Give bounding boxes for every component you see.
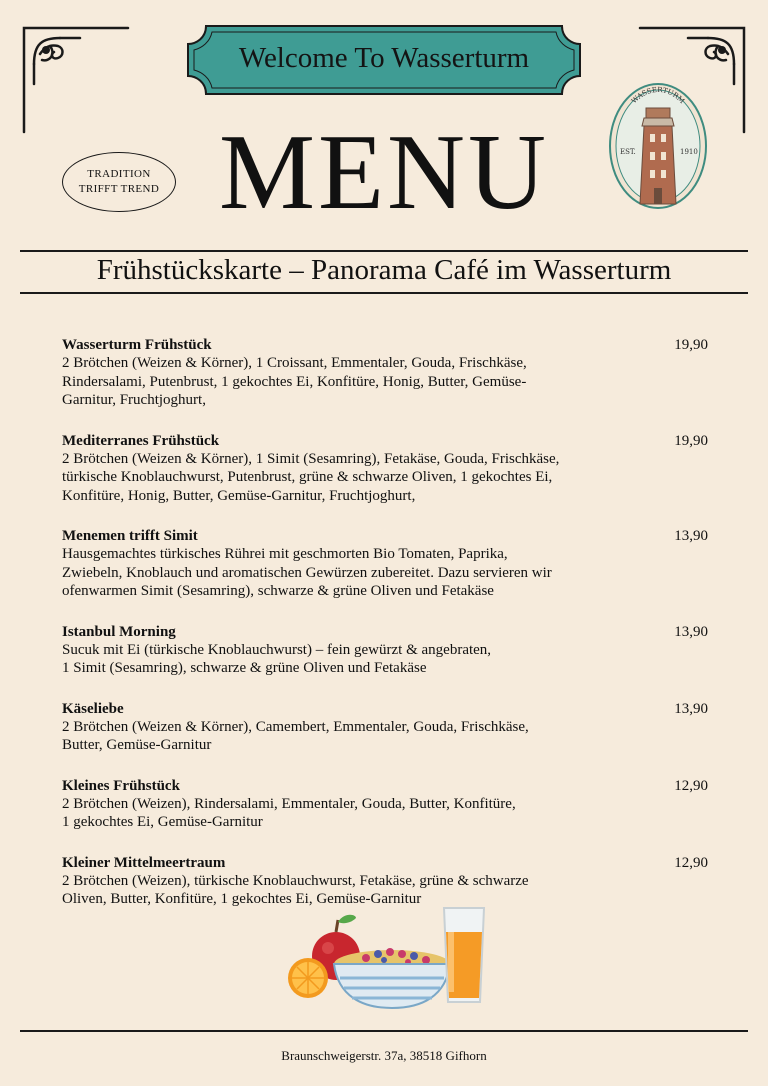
item-description: 2 Brötchen (Weizen & Körner), 1 Croissant, Emmentaler, Gouda, Frischkäse, Rindersalami, Putenbrust, 1 gekochtes Ei, Konfitüre, Honig, Butter, Gemüse- Garnitur, Fruchtjoghurt, (62, 355, 527, 408)
badge-line-2: TRIFFT TREND (78, 183, 160, 195)
menu-item (62, 777, 708, 832)
item-price: 19,90 (674, 432, 708, 449)
menu-item (62, 623, 708, 678)
item-name: Kleines Frühstück (62, 777, 180, 794)
welcome-banner (186, 24, 582, 96)
item-description: Hausgemachtes türkisches Rührei mit geschmorten Bio Tomaten, Paprika, Zwiebeln, Knoblauch und aromatischen Gewürzen zubereitet. Dazu servieren wir ofenwarmen Simit (Sesamring), schwarze & grüne Oliven und Fetakäse (62, 546, 552, 599)
menu-item (62, 527, 708, 601)
menu-subtitle: Frühstückskarte – Panorama Café im Wasserturm (96, 254, 672, 286)
item-description: Sucuk mit Ei (türkische Knoblauchwurst) – fein gewürzt & angebraten, 1 Simit (Sesamring), schwarze & grüne Oliven und Fetakäse (62, 641, 492, 676)
item-price: 13,90 (674, 528, 708, 544)
bowl-icon (334, 948, 450, 1008)
item-price: 12,90 (674, 854, 708, 871)
item-price: 12,90 (674, 777, 708, 794)
item-name: Wasserturm Frühstück (62, 337, 212, 353)
menu-item (62, 336, 708, 410)
item-name: Kleiner Mittelmeertraum (62, 854, 226, 871)
wasserturm-logo (606, 80, 710, 212)
footer-address: Braunschweigerstr. 37a, 38518 Gifhorn (281, 1048, 487, 1063)
item-name: Menemen trifft Simit (62, 528, 198, 544)
divider-subtitle-bottom (20, 292, 748, 294)
item-name: Istanbul Morning (62, 623, 176, 640)
logo-top-text: WASSERTURM (629, 85, 687, 106)
menu-title: MENU (219, 113, 549, 232)
divider-footer (20, 1030, 748, 1032)
breakfast-illustration-icon (282, 904, 492, 1014)
item-price: 13,90 (674, 700, 708, 717)
item-price: 13,90 (674, 623, 708, 640)
menu-list (62, 336, 708, 931)
item-description: 2 Brötchen (Weizen), Rindersalami, Emmentaler, Gouda, Butter, Konfitüre, 1 gekochtes Ei, Gemüse-Garnitur (62, 795, 516, 830)
welcome-text: Welcome To Wasserturm (238, 42, 530, 74)
tower-icon (640, 108, 676, 204)
juice-glass-icon (444, 908, 484, 1002)
item-description: 2 Brötchen (Weizen & Körner), Camembert, Emmentaler, Gouda, Frischkäse, Butter, Gemüse-Garnitur (62, 718, 529, 753)
item-description: 2 Brötchen (Weizen), türkische Knoblauchwurst, Fetakäse, grüne & schwarze Oliven, Butter, Konfitüre, 1 gekochtes Ei, Gemüse-Garnitur (62, 872, 529, 907)
orange-icon (288, 958, 328, 998)
item-price: 19,90 (674, 337, 708, 353)
menu-item (62, 432, 708, 506)
item-description: 2 Brötchen (Weizen & Körner), 1 Simit (Sesamring), Fetakäse, Gouda, Frischkäse, türkische Knoblauchwurst, Putenbrust, grüne & schwarze Oliven, 1 gekochtes Ei, Konfitüre, Honig, Butter, Gemüse-Garnitur, Fruchtjoghurt, (62, 450, 560, 504)
logo-est-label: EST. (620, 148, 636, 156)
item-name: Mediterranes Frühstück (62, 432, 220, 449)
menu-item (62, 854, 708, 909)
item-name: Käseliebe (62, 700, 124, 717)
logo-est-year: 1910 (680, 148, 698, 156)
badge-line-1: TRADITION (87, 168, 151, 180)
divider-top (20, 250, 748, 252)
menu-item (62, 700, 708, 755)
